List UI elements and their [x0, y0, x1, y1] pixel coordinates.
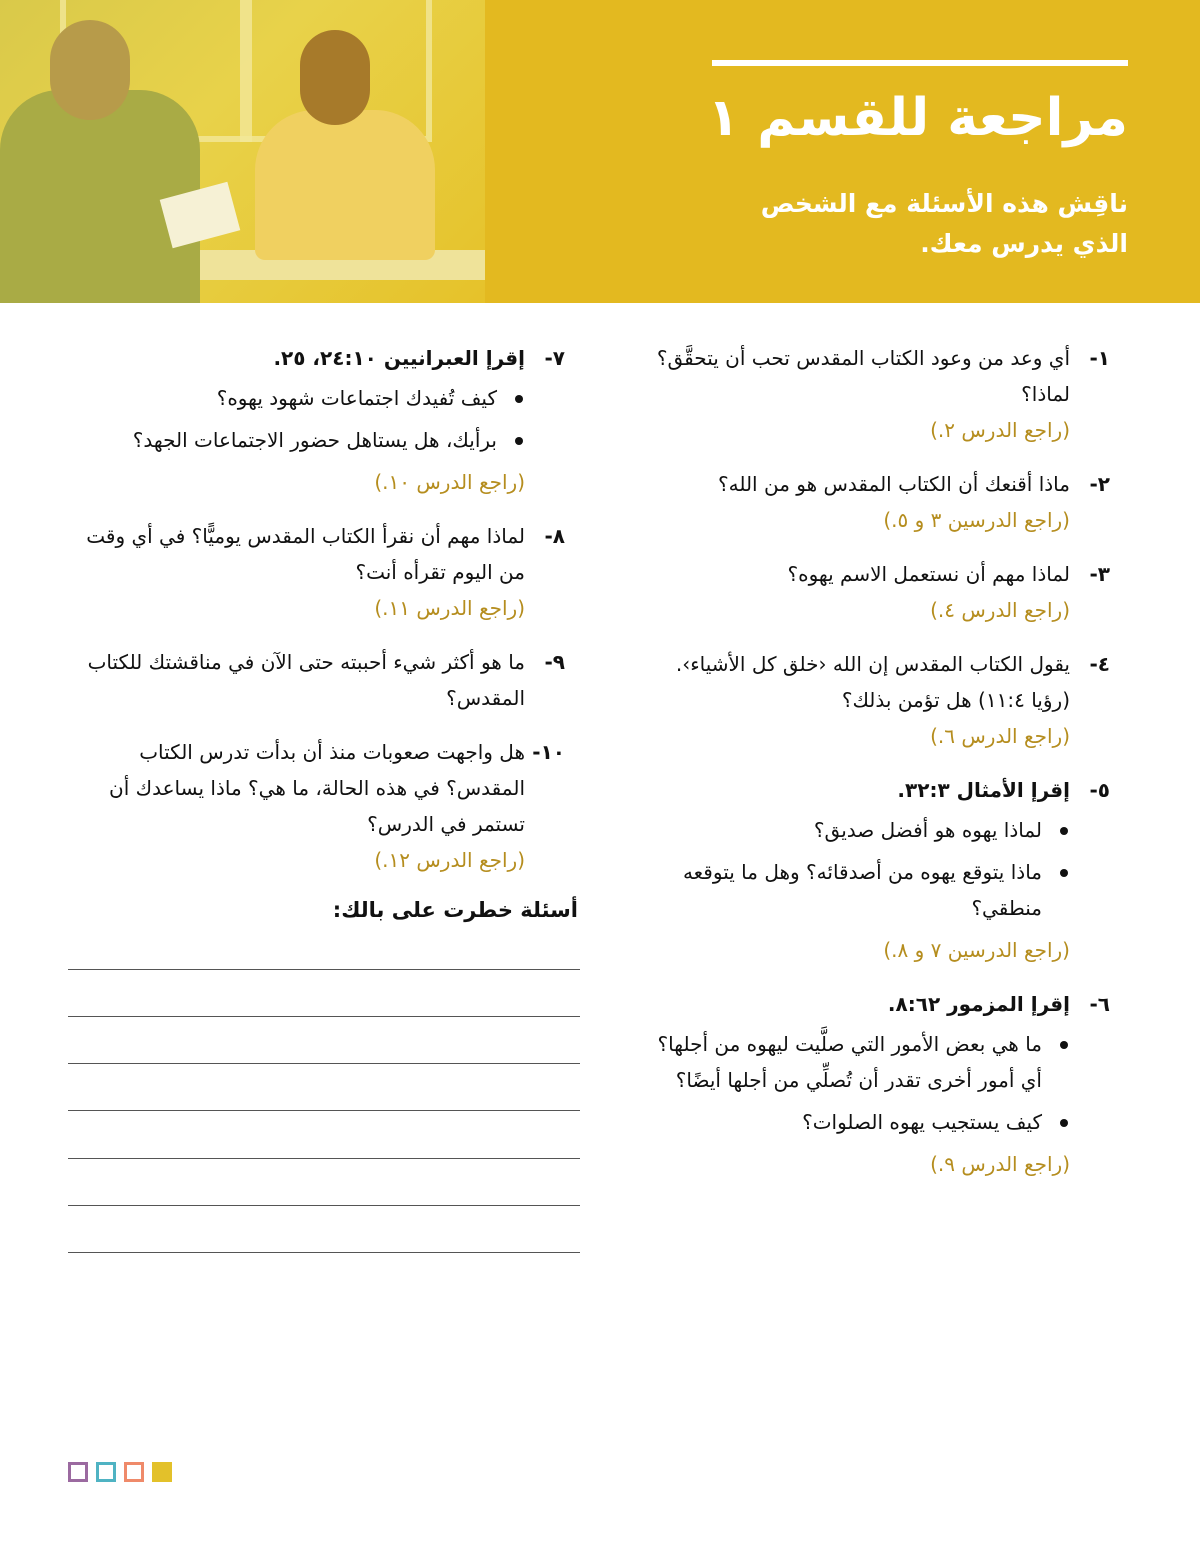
questions-column-right [640, 340, 1110, 1200]
section-marker-square [68, 1462, 88, 1482]
lesson-reference: (راجع الدرسين ٣ و ٥.) [883, 508, 1070, 532]
writing-line[interactable] [68, 1016, 580, 1017]
writing-line[interactable] [68, 1158, 580, 1159]
bullet-question: برأيك، هل يستاهل حضور الاجتماعات الجهد؟ [65, 422, 497, 458]
question-8 [65, 518, 565, 626]
question-text: ماذا أقنعك أن الكتاب المقدس هو من الله؟ [718, 472, 1070, 496]
bullet-list [640, 1026, 1070, 1140]
section-marker-square-filled [152, 1462, 172, 1482]
question-2 [640, 466, 1110, 538]
man-right-figure [255, 110, 435, 260]
man-right-head [300, 30, 370, 125]
page-subtitle: ناقِش هذه الأسئلة مع الشخص الذي يدرس معك. [760, 189, 1128, 258]
question-1 [640, 340, 1110, 448]
question-5 [640, 772, 1110, 968]
lesson-reference: (راجع الدرس ٩.) [930, 1152, 1070, 1176]
illustration-study-scene [0, 0, 485, 303]
question-number: ٨- [544, 524, 565, 548]
question-number: ٩- [544, 650, 565, 674]
writing-line[interactable] [68, 1205, 580, 1206]
question-9 [65, 644, 565, 716]
scripture-reading: إقرإ المزمور ٦٢:‏٨. [887, 992, 1070, 1016]
lesson-reference: (راجع الدرس ٤.) [930, 598, 1070, 622]
writing-line[interactable] [68, 969, 580, 970]
bullet-question: ماذا يتوقع يهوه من أصدقائه؟ وهل ما يتوقعه منطقي؟ [640, 854, 1042, 926]
section-marker-square [124, 1462, 144, 1482]
bullet-question: كيف تُفيدك اجتماعات شهود يهوه؟ [65, 380, 497, 416]
lesson-reference: (راجع الدرس ١٢.) [374, 848, 525, 872]
question-text: لماذا مهم أن نستعمل الاسم يهوه؟ [787, 562, 1070, 586]
question-6 [640, 986, 1110, 1182]
lesson-reference: (راجع الدرس ١٠.) [374, 470, 525, 494]
lesson-reference: (راجع الدرس ٦.) [930, 724, 1070, 748]
question-number: ١٠- [532, 740, 565, 764]
writing-line[interactable] [68, 1063, 580, 1064]
question-number: ٢- [1089, 472, 1110, 496]
bullet-question: ما هي بعض الأمور التي صلَّيت ليهوه من أجلها؟ أي أمور أخرى تقدر أن تُصلِّي من أجلها أيضًا؟ [640, 1026, 1042, 1098]
section-marker-square [96, 1462, 116, 1482]
bullet-question: كيف يستجيب يهوه الصلوات؟ [640, 1104, 1042, 1140]
writing-line[interactable] [68, 1110, 580, 1111]
own-questions-label: أسئلة خطرت على بالك: [332, 898, 578, 922]
page-title: مراجعة للقسم ١ [707, 88, 1128, 148]
man-left-head [50, 20, 130, 120]
title-rule [712, 60, 1128, 66]
writing-line[interactable] [68, 1252, 580, 1253]
bullet-list [65, 380, 525, 458]
question-number: ٣- [1089, 562, 1110, 586]
questions-column-left [65, 340, 565, 896]
question-number: ٤- [1089, 652, 1110, 676]
question-10 [65, 734, 565, 878]
bullet-question: لماذا يهوه هو أفضل صديق؟ [640, 812, 1042, 848]
question-text: يقول الكتاب المقدس إن الله ‹خلق كل الأشياء›. (رؤيا ٤:‏١١) هل تؤمن بذلك؟ [675, 652, 1070, 712]
question-text: هل واجهت صعوبات منذ أن بدأت تدرس الكتاب المقدس؟ في هذه الحالة، ما هي؟ ماذا يساعدك أن تستمر في الدرس؟ [109, 740, 525, 836]
scripture-reading: إقرإ الأمثال ٣:‏٣٢. [897, 778, 1070, 802]
question-text: أي وعد من وعود الكتاب المقدس تحب أن يتحقَّق؟ لماذا؟ [656, 346, 1070, 406]
bullet-list [640, 812, 1070, 926]
scripture-reading: إقرإ العبرانيين ١٠:‏٢٤، ٢٥. [273, 346, 525, 370]
lesson-reference: (راجع الدرسين ٧ و ٨.) [883, 938, 1070, 962]
lesson-reference: (راجع الدرس ٢.) [930, 418, 1070, 442]
question-number: ٧- [544, 346, 565, 370]
question-text: لماذا مهم أن نقرأ الكتاب المقدس يوميًّا؟ في أي وقت من اليوم تقرأه أنت؟ [86, 524, 525, 584]
question-text: ما هو أكثر شيء أحببته حتى الآن في مناقشتك للكتاب المقدس؟ [87, 650, 525, 710]
header-banner [0, 0, 1200, 303]
question-3 [640, 556, 1110, 628]
question-number: ٦- [1089, 992, 1110, 1016]
question-number: ١- [1089, 346, 1110, 370]
question-7 [65, 340, 565, 500]
question-4 [640, 646, 1110, 754]
question-number: ٥- [1089, 778, 1110, 802]
lesson-reference: (راجع الدرس ١١.) [374, 596, 525, 620]
